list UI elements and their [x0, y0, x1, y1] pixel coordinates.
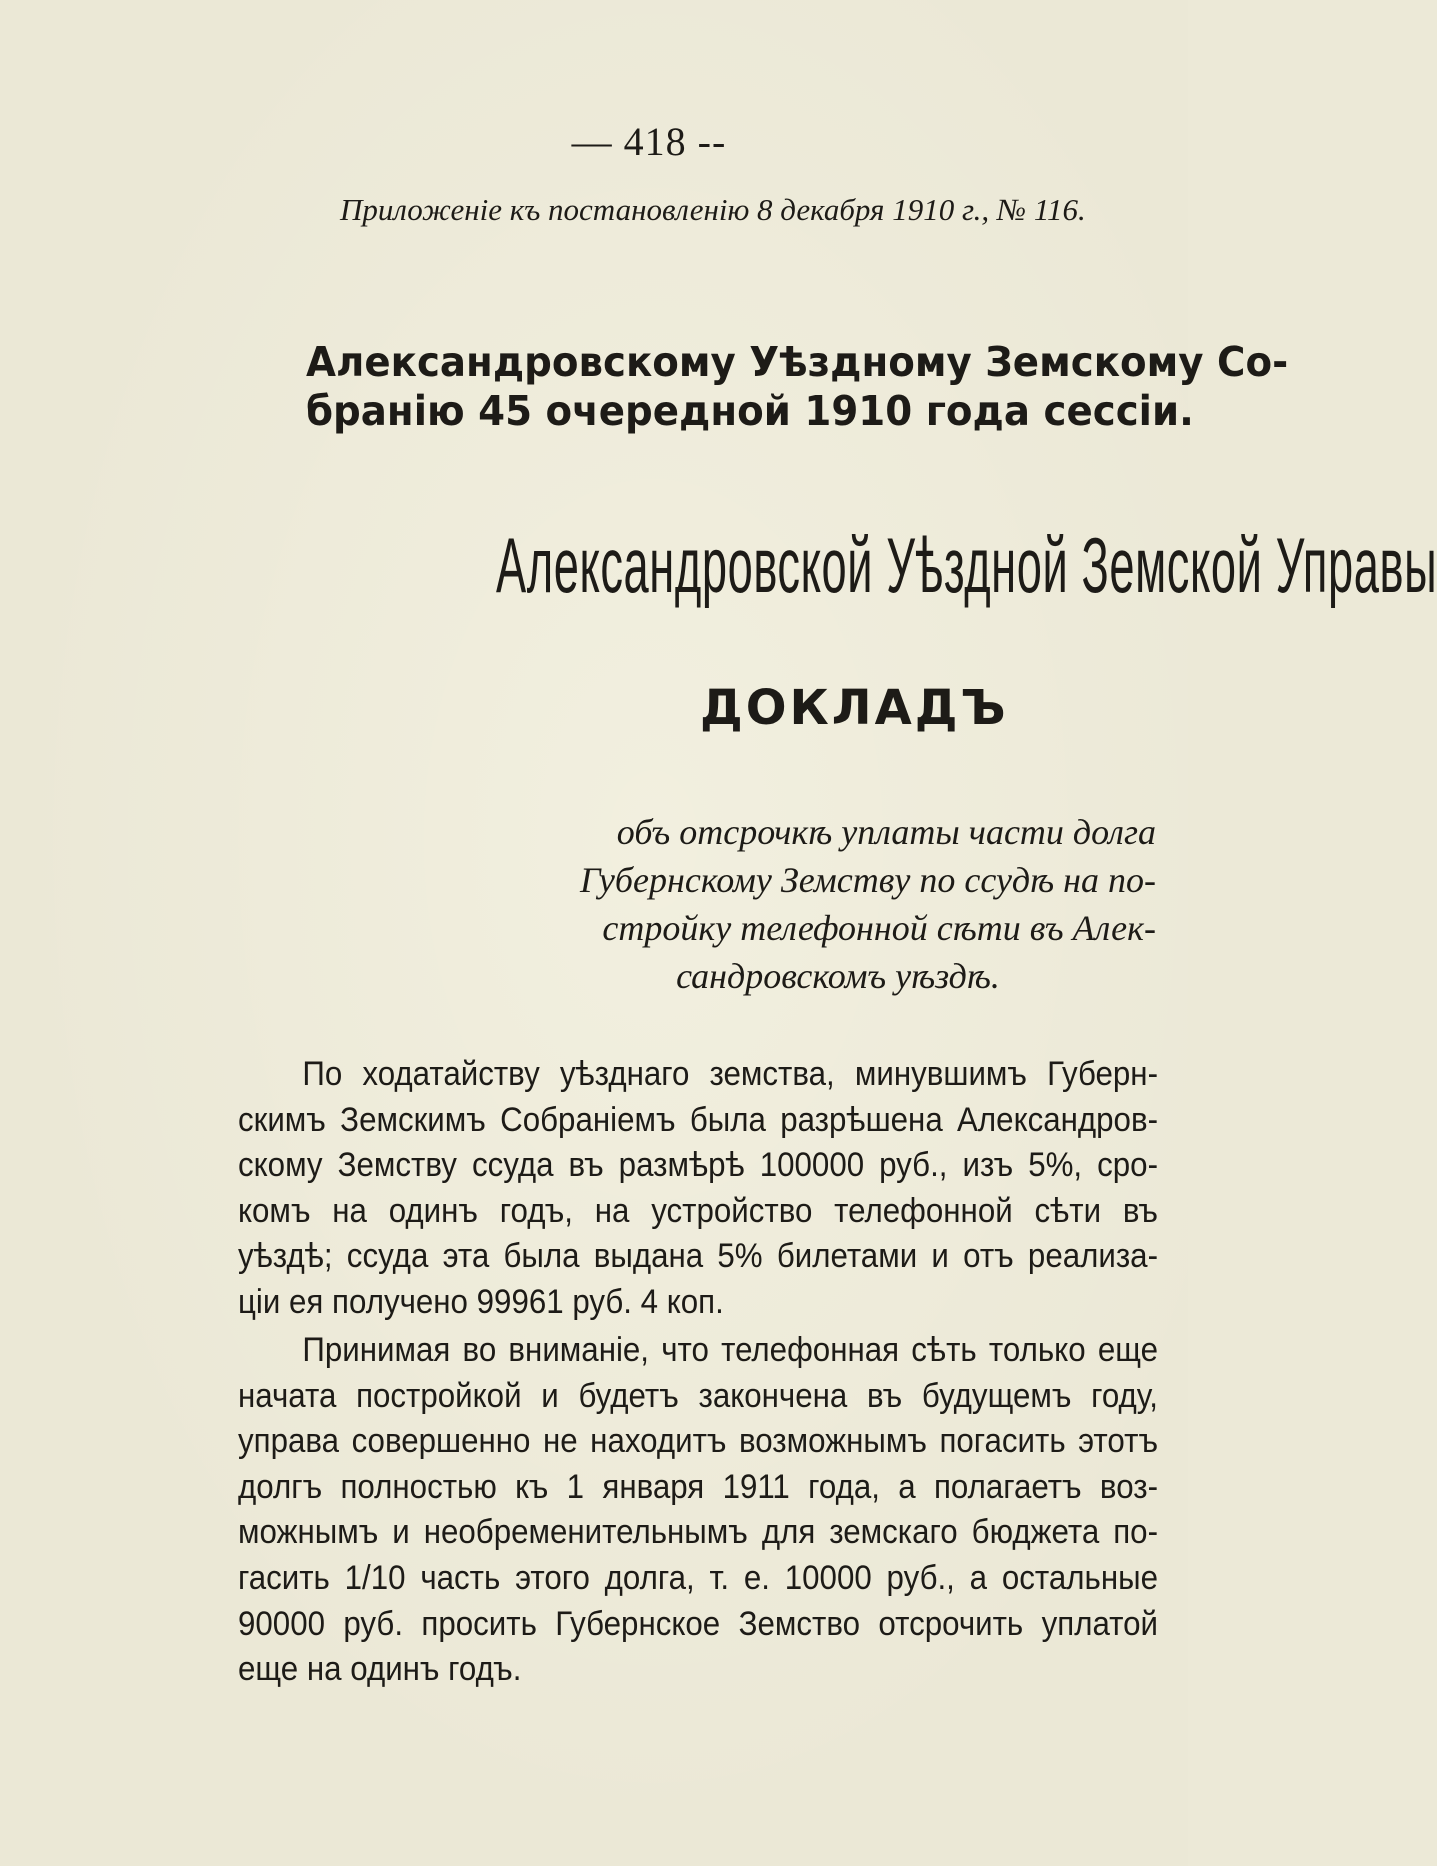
subject-line-1: объ отсрочкѣ уплаты части долга — [616, 812, 1156, 852]
paragraph-1-line: скому Земству ссуда въ размѣрѣ 100000 руб., изъ 5%, сро- — [238, 1146, 1158, 1185]
paragraph-1-line: уѣздѣ; ссуда эта была выдана 5% билетами и отъ реализа- — [238, 1237, 1158, 1276]
paragraph-2-line: еще на одинъ годъ. — [238, 1650, 522, 1689]
paragraph-2-line: начата постройкой и будетъ закончена въ будущемъ году, — [238, 1376, 1158, 1415]
subject-line-3: стройку телефонной сѣти въ Алек- — [602, 908, 1156, 948]
paragraph-1-line: комъ на одинъ годъ, на устройство телефонной сѣти въ — [238, 1191, 1158, 1230]
paragraph-2-line: 90000 руб. просить Губернское Земство отсрочить уплатой — [238, 1604, 1158, 1643]
paragraph-1 — [238, 1052, 1158, 1326]
paragraph-1-line: ціи ея получено 99961 руб. 4 коп. — [238, 1282, 724, 1321]
paragraph-1-line: По ходатайству уѣзднаго земства, минувшимъ Губерн- — [302, 1055, 1158, 1093]
heading-line-1: Александровскому Уѣздному Земскому Со- — [306, 338, 1289, 386]
paragraph-2-line: гасить 1/10 часть этого долга, т. е. 10000 руб., а остальные — [238, 1558, 1158, 1597]
issuing-body-title: Александровской Уѣздной Земской Управы — [496, 521, 1437, 609]
document-type-title: ДОКЛАДЪ — [700, 680, 1009, 736]
paragraph-2-line: управа совершенно не находитъ возможнымъ погасить этотъ — [238, 1422, 1158, 1461]
paragraph-2-line: Принимая во вниманіе, что телефонная сѣть только еще — [302, 1331, 1158, 1369]
heading-line-2: бранію 45 очередной 1910 года сессіи. — [306, 387, 1194, 435]
paragraph-1-line: скимъ Земскимъ Собраніемъ была разрѣшена Александров- — [238, 1100, 1158, 1139]
page-number: — 418 -- — [571, 119, 727, 164]
paragraph-2-line: можнымъ и необременительнымъ для земскаго бюджета по- — [238, 1513, 1158, 1552]
appendix-note: Приложеніе къ постановленію 8 декабря 1910 г., № 116. — [340, 192, 1086, 227]
paragraph-2-line: долгъ полностью къ 1 января 1911 года, а полагаетъ воз- — [238, 1467, 1158, 1506]
paragraph-2 — [238, 1328, 1158, 1693]
report-subject — [560, 808, 1156, 1000]
subject-line-2: Губернскому Земству по ссудѣ на по- — [580, 860, 1156, 900]
subject-line-4: сандровскомъ уѣздѣ. — [676, 956, 1000, 996]
